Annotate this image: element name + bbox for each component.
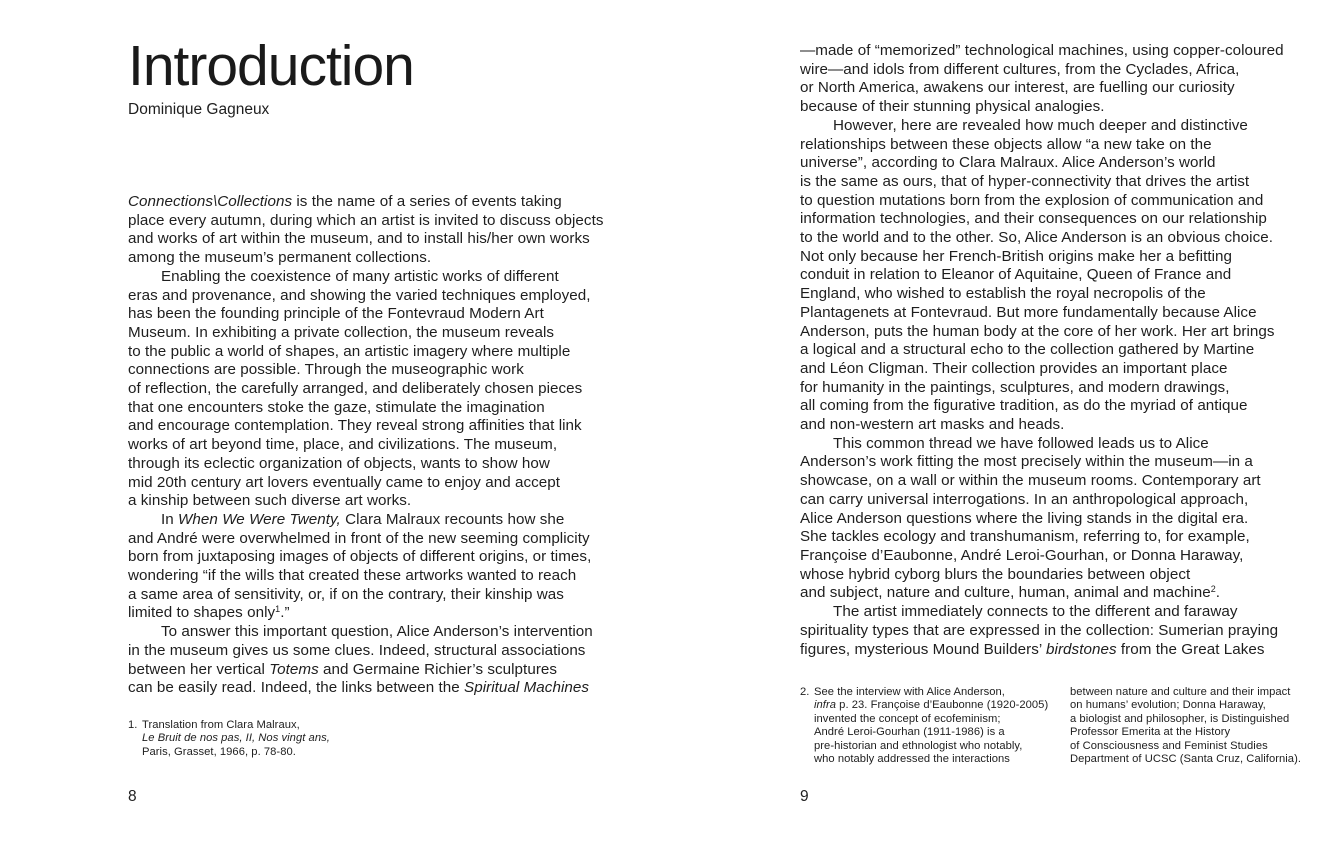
text-line: limited to shapes only$^1$.” [128,604,290,622]
text-line: mid 20th century art lovers eventually came to enjoy and accept [128,473,561,491]
footnote-1 [128,719,422,759]
text-line: However, here are revealed how much deeper and distinctive [833,116,1248,134]
text-line: wondering “if the wills that created these artworks wanted to reach [128,567,577,585]
body-text-right [800,42,1340,659]
text-line: is the same as ours, that of hyper-connectivity that drives the artist [800,172,1250,190]
right-page [672,0,1344,857]
footnote-2-column-2 [1070,686,1340,766]
text-line: in the museum gives us some clues. Indeed, structural associations [128,641,586,659]
text-line: through its eclectic organization of objects, wants to show how [128,454,550,472]
text-line: and non-western art masks and heads. [800,416,1065,434]
text-line: This common thread we have followed leads us to Alice [833,434,1209,452]
text-line: among the museum’s permanent collections. [128,249,432,267]
text-line: Paris, Grasset, 1966, p. 78-80. [142,745,296,758]
text-line: eras and provenance, and showing the varied techniques employed, [128,286,591,304]
text-line: whose hybrid cyborg blurs the boundaries between object [800,565,1191,583]
text-line: place every autumn, during which an artist is invited to discuss objects [128,211,604,229]
text-line: a same area of sensitivity, or, if on the contrary, their kinship was [128,585,564,603]
text-line: Anderson, puts the human body at the core of her work. Her art brings [800,322,1275,340]
body-text-left [128,193,668,698]
text-line: and André were overwhelmed in front of the new seeming complicity [128,529,590,547]
text-line: To answer this important question, Alice Anderson’s intervention [161,623,593,641]
text-line: that one encounters stoke the gaze, stimulate the imagination [128,398,545,416]
text-line: See the interview with Alice Anderson, [814,686,1005,698]
text-line: pre-historian and ethnologist who notably, [814,739,1023,752]
page-number-right: 9 [800,788,809,805]
text-line: a logical and a structural echo to the collection gathered by Martine [800,341,1255,359]
text-line: —made of “memorized” technological machines, using copper-coloured [800,42,1284,59]
text-line: conduit in relation to Eleanor of Aquitaine, Queen of France and [800,266,1232,284]
author-byline: Dominique Gagneux [128,101,270,118]
text-line: and encourage contemplation. They reveal strong affinities that link [128,417,582,435]
text-line: of Consciousness and Feminist Studies [1070,739,1268,752]
text-line: Not only because her French-British origins make her a befitting [800,247,1233,265]
text-line: England, who wished to establish the royal necropolis of the [800,285,1206,303]
text-line: showcase, on a wall or within the museum rooms. Contemporary art [800,472,1261,490]
page-title: Introduction [128,34,414,98]
text-line: because of their stunning physical analogies. [800,98,1105,116]
text-line: Translation from Clara Malraux, [142,719,300,731]
text-line: Department of UCSC (Santa Cruz, California). [1070,753,1302,766]
text-line: Plantagenets at Fontevraud. But more fundamentally because Alice [800,303,1257,321]
footnote-2-col2-text [1070,686,1340,766]
text-line: Le Bruit de nos pas, II, Nos vingt ans, [142,732,330,745]
text-line: The artist immediately connects to the different and faraway [833,603,1238,621]
text-line: to question mutations born from the explosion of communication and [800,191,1264,209]
text-line: infra p. 23. Françoise d’Eaubonne (1920-2005) [814,699,1049,712]
text-line: relationships between these objects allow “a new take on the [800,135,1212,153]
text-line: universe”, according to Clara Malraux. Alice Anderson’s world [800,154,1216,172]
text-line: a kinship between such diverse art works. [128,492,412,510]
text-line: and works of art within the museum, and to install his/her own works [128,230,590,248]
text-line: Museum. In exhibiting a private collection, the museum reveals [128,323,555,341]
text-line: Professor Emerita at the History [1070,726,1231,739]
text-line: has been the founding principle of the Fontevraud Modern Art [128,305,544,323]
footnote-1-text [142,719,422,759]
text-line: of reflection, the carefully arranged, and deliberately chosen pieces [128,380,583,398]
text-line: to the world and to the other. So, Alice Anderson is an obvious choice. [800,229,1273,247]
text-line: figures, mysterious Mound Builders’ birdstones from the Great Lakes [800,640,1265,658]
text-line: She tackles ecology and transhumanism, referring to, for example, [800,528,1250,546]
footnote-1-marker: 1. [128,719,138,731]
text-line: invented the concept of ecofeminism; [814,712,1001,725]
text-line: information technologies, and their consequences on our relationship [800,210,1267,228]
text-line: Connections\Collections is the name of a series of events taking [128,193,562,210]
text-line: and subject, nature and culture, human, animal and machine$^2$. [800,584,1221,602]
text-line: spirituality types that are expressed in the collection: Sumerian praying [800,621,1279,639]
text-line: between nature and culture and their impact [1070,686,1291,698]
text-line: all coming from the figurative tradition, as do the myriad of antique [800,397,1248,415]
page-number-left: 8 [128,788,137,805]
footnote-2-col1-text [814,686,1074,766]
text-line: André Leroi-Gourhan (1911-1986) is a [814,726,1005,739]
text-line: Anderson’s work fitting the most precisely within the museum—in a [800,453,1253,471]
text-line: who notably addressed the interactions [814,753,1010,766]
text-line: Alice Anderson questions where the living stands in the digital era. [800,509,1249,527]
text-line: a biologist and philosopher, is Distinguished [1070,712,1290,725]
text-line: for humanity in the paintings, sculptures, and modern drawings, [800,378,1230,396]
text-line: In When We Were Twenty, Clara Malraux recounts how she [161,510,565,528]
text-line: between her vertical Totems and Germaine Richier’s sculptures [128,660,558,678]
text-line: works of art beyond time, place, and civilizations. The museum, [128,436,558,454]
text-line: and Léon Cligman. Their collection provides an important place [800,359,1228,377]
text-line: connections are possible. Through the museographic work [128,361,524,379]
text-line: Enabling the coexistence of many artistic works of different [161,267,559,285]
text-line: Françoise d’Eaubonne, André Leroi-Gourhan, or Donna Haraway, [800,546,1244,564]
text-line: to the public a world of shapes, an artistic imagery where multiple [128,342,571,360]
text-line: can be easily read. Indeed, the links between the Spiritual Machines [128,679,590,697]
footnote-2-column-1 [800,686,1074,766]
footnote-2-marker: 2. [800,686,810,698]
text-line: born from juxtaposing images of objects of different origins, or times, [128,548,592,566]
text-line: can carry universal interrogations. In an anthropological approach, [800,490,1249,508]
text-line: on humans’ evolution; Donna Haraway, [1070,699,1266,712]
text-line: wire—and idols from different cultures, from the Cyclades, Africa, [800,60,1240,78]
text-line: or North America, awakens our interest, are fuelling our curiosity [800,79,1235,97]
